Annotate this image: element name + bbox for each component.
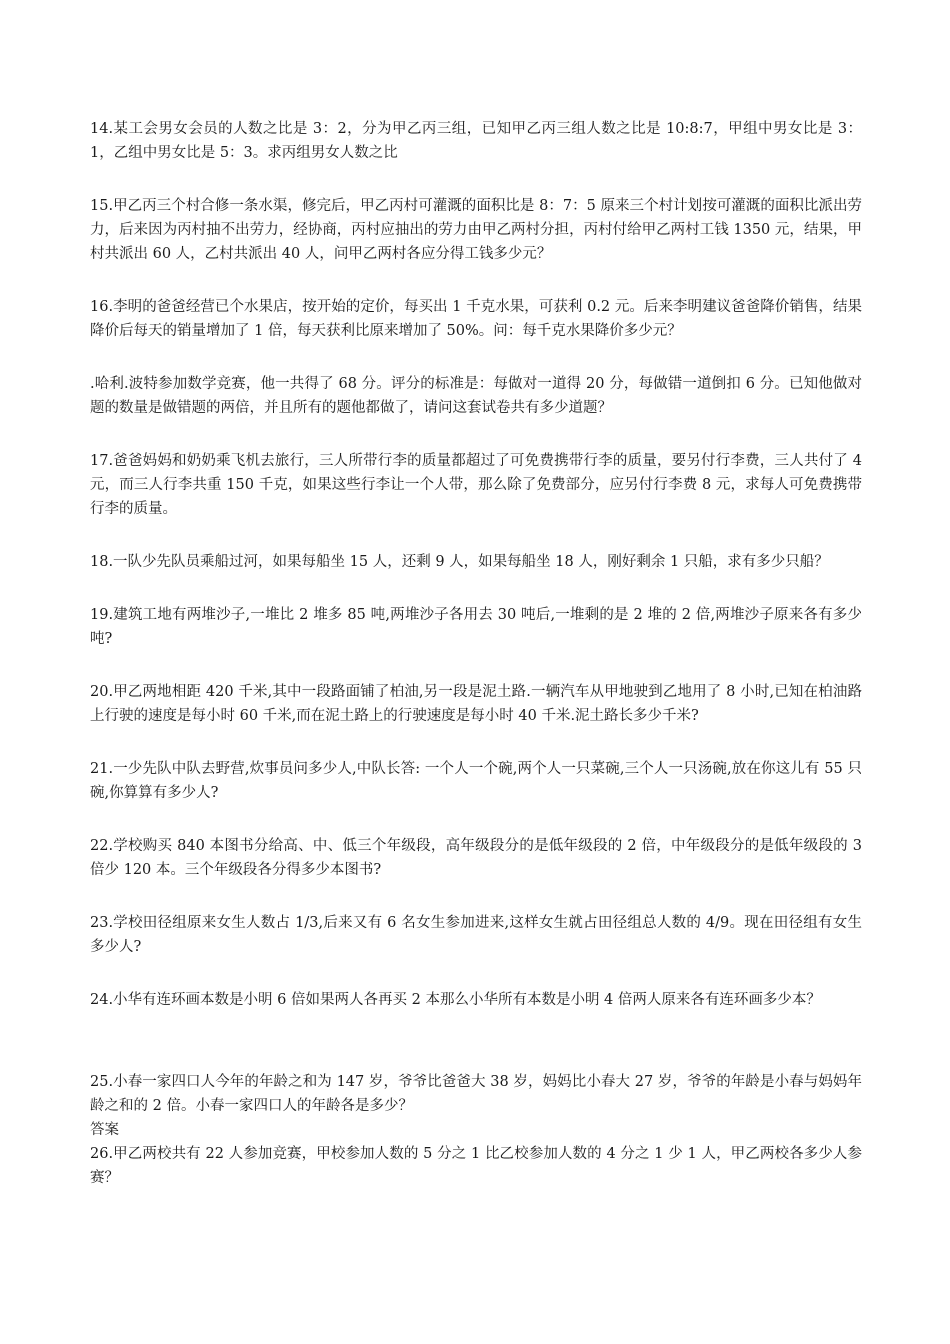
problem-26: 26.甲乙两校共有 22 人参加竞赛，甲校参加人数的 5 分之 1 比乙校参加人数的 4 分之 1 少 1 人，甲乙两校各多少人参赛？ [90, 1146, 862, 1186]
problem-18: 18.一队少先队员乘船过河，如果每船坐 15 人，还剩 9 人，如果每船坐 18 人，刚好剩余 1 只船，求有多少只船？ [90, 554, 829, 570]
problem-17: 17.爸爸妈妈和奶奶乘飞机去旅行，三人所带行李的质量都超过了可免费携带行李的质量，要另付行李费，三人共付了 4 元，而三人行李共重 150 千克，如果这些行李让一个人带，那么除了免费部分，应另付行李费 8 元，求每人可免费携带行李的质量。 [90, 453, 862, 517]
problem-16: 16.李明的爸爸经营已个水果店，按开始的定价，每买出 1 千克水果，可获利 0.2 元。后来李明建议爸爸降价销售，结果降价后每天的销量增加了 1 倍，每天获利比原来增加了 50%。问：每千克水果降价多少元？ [90, 299, 862, 339]
problem-21: 21.一少先队中队去野营,炊事员问多少人,中队长答: 一个人一个碗,两个人一只菜碗,三个人一只汤碗,放在你这儿有 55 只碗,你算算有多少人? [90, 761, 862, 801]
problem-20: 20.甲乙两地相距 420 千米,其中一段路面铺了柏油,另一段是泥土路.一辆汽车从甲地驶到乙地用了 8 小时,已知在柏油路上行驶的速度是每小时 60 千米,而在泥土路上的行驶速度是每小时 40 千米.泥土路长多少千米? [90, 684, 862, 724]
problem-25: 25.小春一家四口人今年的年龄之和为 147 岁，爷爷比爸爸大 38 岁，妈妈比小春大 27 岁，爷爷的年龄是小春与妈妈年龄之和的 2 倍。小春一家四口人的年龄各是多少？ [90, 1074, 862, 1114]
problem-14: 14.某工会男女会员的人数之比是 3：2，分为甲乙丙三组，已知甲乙丙三组人数之比是 10:8:7，甲组中男女比是 3：1，乙组中男女比是 5：3。求丙组男女人数之比 [90, 121, 862, 161]
problem-23: 23.学校田径组原来女生人数占 1/3,后来又有 6 名女生参加进来,这样女生就占田径组总人数的 4/9。现在田径组有女生多少人? [90, 915, 862, 955]
document-page [90, 117, 862, 1190]
answer-label: 答案 [90, 1122, 119, 1138]
problem-24: 24.小华有连环画本数是小明 6 倍如果两人各再买 2 本那么小华所有本数是小明 4 倍两人原来各有连环画多少本？ [90, 992, 821, 1008]
problem-19: 19.建筑工地有两堆沙子,一堆比 2 堆多 85 吨,两堆沙子各用去 30 吨后,一堆剩的是 2 堆的 2 倍,两堆沙子原来各有多少吨? [90, 607, 862, 647]
problem-15: 15.甲乙丙三个村合修一条水渠，修完后，甲乙丙村可灌溉的面积比是 8：7：5 原来三个村计划按可灌溉的面积比派出劳力，后来因为丙村抽不出劳力，经协商，丙村应抽出的劳力由甲乙两村分担，丙村付给甲乙两村工钱 1350 元，结果，甲村共派出 60 人，乙村共派出 40 人，问甲乙两村各应分得工钱多少元？ [90, 198, 862, 262]
problem-22: 22.学校购买 840 本图书分给高、中、低三个年级段，高年级段分的是低年级段的 2 倍，中年级段分的是低年级段的 3 倍少 120 本。三个年级段各分得多少本图书? [90, 838, 862, 878]
problem-harry-potter: .哈利.波特参加数学竞赛，他一共得了 68 分。评分的标准是：每做对一道得 20 分，每做错一道倒扣 6 分。已知他做对题的数量是做错题的两倍，并且所有的题他都做了，请问这套试卷共有多少道题？ [90, 376, 862, 416]
